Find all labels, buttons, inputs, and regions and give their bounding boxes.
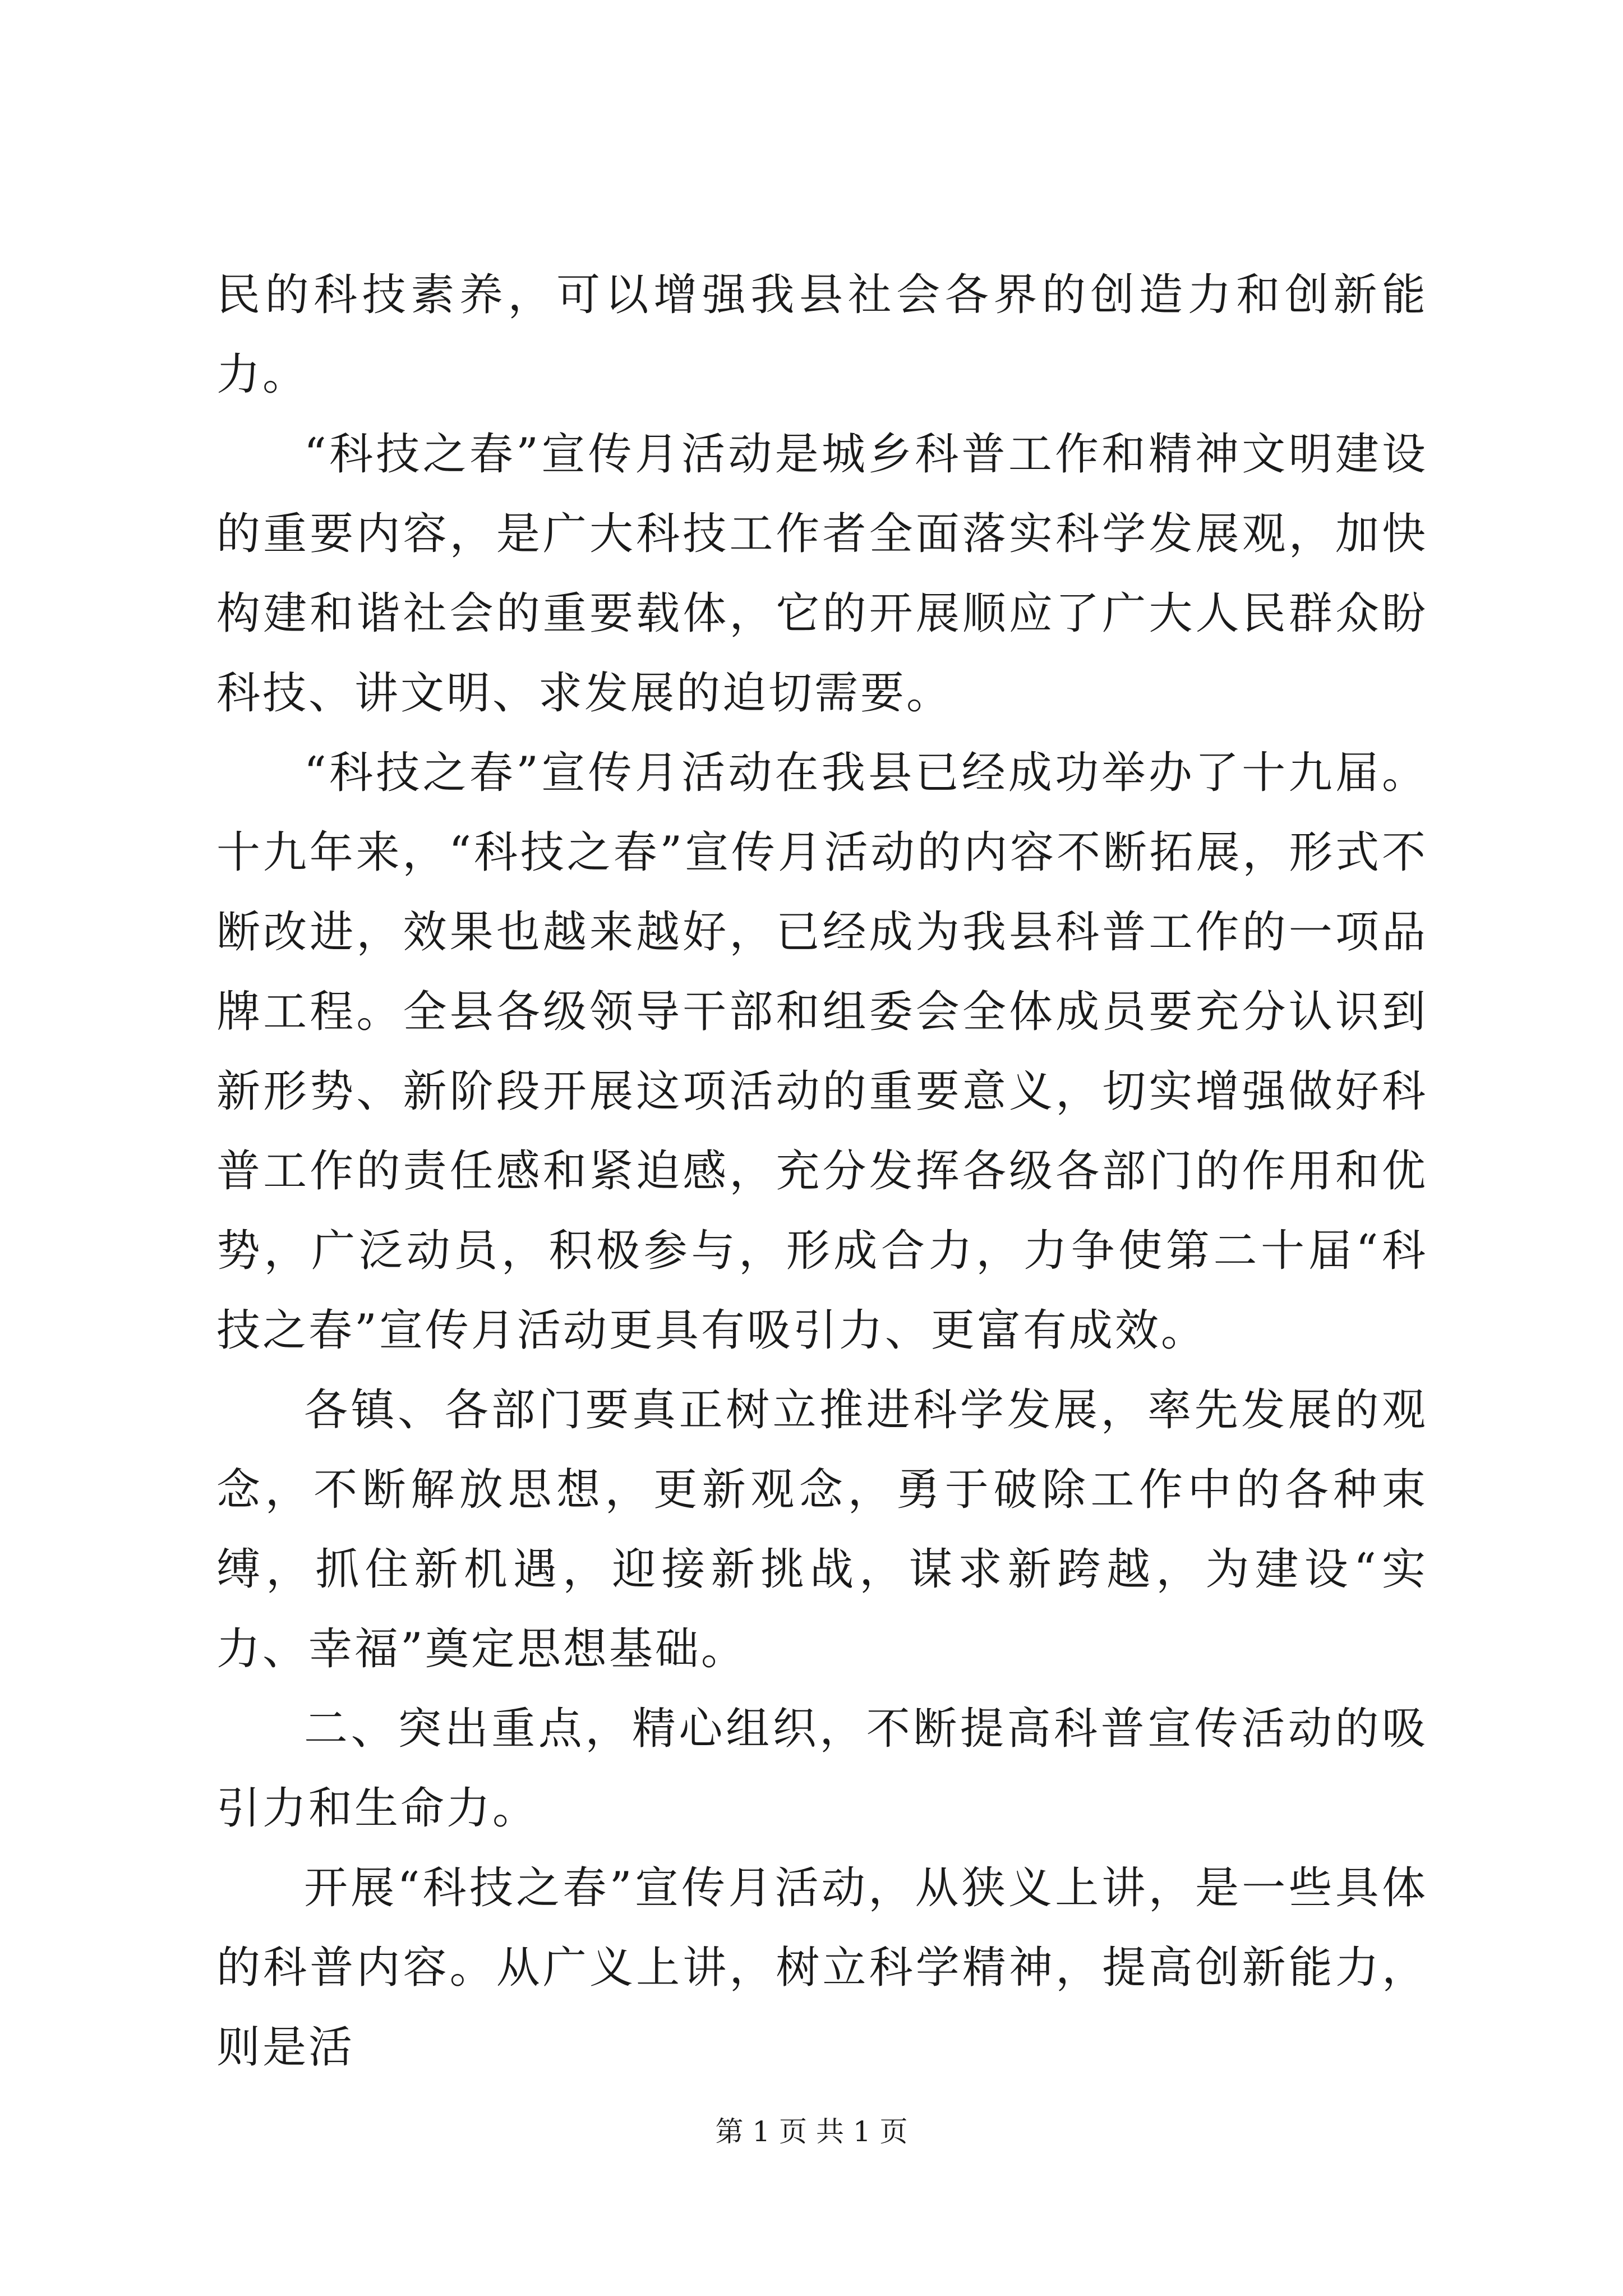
paragraph-3: “科技之春”宣传月活动在我县已经成功举办了十九届。十九年来，“科技之春”宣传月活动的内容不断拓展，形式不断改进，效果也越来越好，已经成为我县科普工作的一项品牌工程。全县各级领导干部和组委会全体成员要充分认识到新形势、新阶段开展这项活动的重要意义，切实增强做好科普工作的责任感和紧迫感，充分发挥各级各部门的作用和优势，广泛动员，积极参与，形成合力，力争使第二十届“科技之春”宣传月活动更具有吸引力、更富有成效。: [216, 748, 1428, 1356]
paragraph-2: “科技之春”宣传月活动是城乡科普工作和精神文明建设的重要内容，是广大科技工作者全面落实科学发展观，加快构建和谐社会的重要载体，它的开展顺应了广大人民群众盼科技、讲文明、求发展的迫切需要。: [216, 429, 1428, 719]
page-number-footer: 第 1 页 共 1 页: [715, 2115, 908, 2148]
paragraph-5: 开展“科技之春”宣传月活动，从狭义上讲，是一些具体的科普内容。从广义上讲，树立科学精神，提高创新能力，则是活: [216, 1863, 1428, 2073]
section-heading-2: 二、突出重点，精心组织，不断提高科普宣传活动的吸引力和生命力。: [216, 1704, 1428, 1834]
document-body: [216, 255, 1428, 2087]
paragraph-4: 各镇、各部门要真正树立推进科学发展，率先发展的观念，不断解放思想，更新观念，勇于破除工作中的各种束缚，抓住新机遇，迎接新挑战，谋求新跨越，为建设“实力、幸福”奠定思想基础。: [216, 1385, 1428, 1674]
paragraph-1: 民的科技素养，可以增强我县社会各界的创造力和创新能力。: [216, 270, 1428, 400]
